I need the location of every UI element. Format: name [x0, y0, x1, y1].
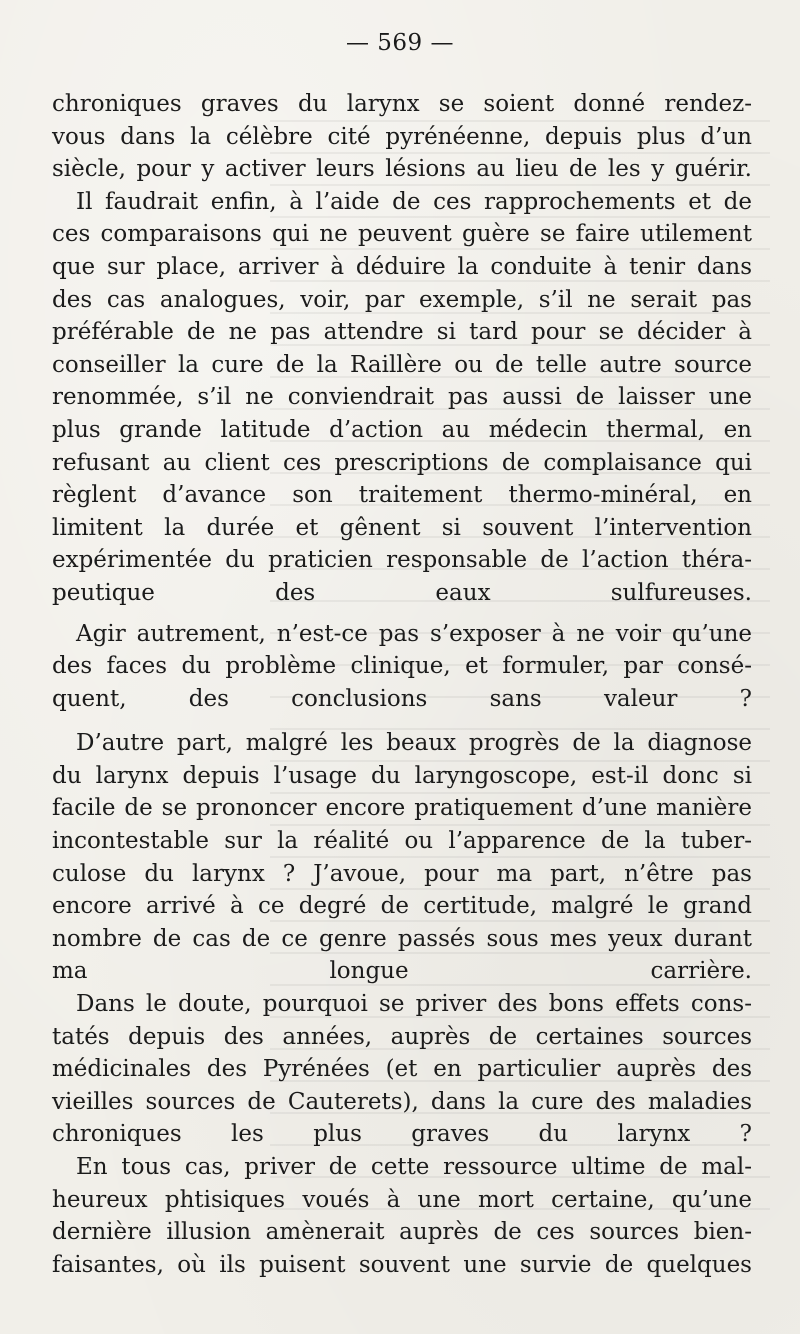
text-line: conseiller la cure de la Raillère ou de telle autre source — [52, 351, 752, 378]
paragraph — [52, 88, 752, 186]
text-line: ma longue carrière. — [52, 958, 752, 985]
page-number: — 569 — — [345, 30, 455, 56]
text-line: dernière illusion amènerait auprès de ces sources bien- — [52, 1219, 752, 1246]
text-line: Il faudrait enfin, à l’aide de ces rapprochements et de — [76, 188, 752, 215]
text-line: des faces du problème clinique, et formuler, par consé- — [52, 653, 752, 680]
body-text — [52, 88, 752, 1281]
text-line: Agir autrement, n’est-ce pas s’exposer à ne voir qu’une — [76, 620, 752, 647]
text-line: des cas analogues, voir, par exemple, s’il ne serait pas — [52, 286, 752, 313]
text-line: que sur place, arriver à déduire la conduite à tenir dans — [52, 253, 752, 280]
paragraph — [52, 727, 752, 988]
text-line: encore arrivé à ce degré de certitude, malgré le grand — [52, 893, 752, 920]
text-line: Dans le doute, pourquoi se priver des bons effets cons- — [76, 991, 752, 1018]
text-line: nombre de cas de ce genre passés sous mes yeux durant — [52, 925, 752, 952]
text-line: faisantes, où ils puisent souvent une survie de quelques — [52, 1251, 752, 1278]
paragraph — [52, 988, 752, 1151]
text-line: peutique des eaux sulfureuses. — [52, 579, 752, 606]
text-line: règlent d’avance son traitement thermo-minéral, en — [52, 482, 752, 509]
text-line: culose du larynx ? J’avoue, pour ma part, n’être pas — [52, 860, 752, 887]
text-line: expérimentée du praticien responsable de l’action théra- — [52, 547, 752, 574]
text-line: facile de se prononcer encore pratiquement d’une manière — [52, 795, 752, 822]
text-line: plus grande latitude d’action au médecin thermal, en — [52, 416, 752, 443]
text-line: chroniques graves du larynx se soient donné rendez- — [52, 91, 752, 117]
text-line: incontestable sur la réalité ou l’apparence de la tuber- — [52, 828, 752, 855]
text-line: limitent la durée et gênent si souvent l’intervention — [52, 514, 752, 541]
text-line: D’autre part, malgré les beaux progrès de la diagnose — [76, 730, 752, 757]
paragraph — [52, 618, 752, 716]
text-line: renommée, s’il ne conviendrait pas aussi de laisser une — [52, 384, 752, 411]
text-line: siècle, pour y activer leurs lésions au lieu de les y guérir. — [52, 156, 752, 183]
text-line: du larynx depuis l’usage du laryngoscope, est-il donc si — [52, 762, 752, 789]
text-line: ces comparaisons qui ne peuvent guère se faire utilement — [52, 221, 752, 248]
text-line: heureux phtisiques voués à une mort certaine, qu’une — [52, 1186, 752, 1213]
text-line: En tous cas, priver de cette ressource ultime de mal- — [76, 1154, 752, 1180]
text-line: refusant au client ces prescriptions de complaisance qui — [52, 449, 752, 476]
text-line: vous dans la célèbre cité pyrénéenne, depuis plus d’un — [52, 123, 752, 150]
text-line: médicinales des Pyrénées (et en particulier auprès des — [52, 1056, 752, 1083]
text-line: vieilles sources de Cauterets), dans la cure des maladies — [52, 1088, 752, 1115]
text-line: tatés depuis des années, auprès de certaines sources — [52, 1023, 752, 1050]
text-line: préférable de ne pas attendre si tard pour se décider à — [52, 319, 752, 346]
text-line: chroniques les plus graves du larynx ? — [52, 1121, 752, 1148]
text-line: quent, des conclusions sans valeur ? — [52, 685, 752, 712]
paragraph — [52, 186, 752, 610]
paragraph — [52, 1151, 752, 1281]
